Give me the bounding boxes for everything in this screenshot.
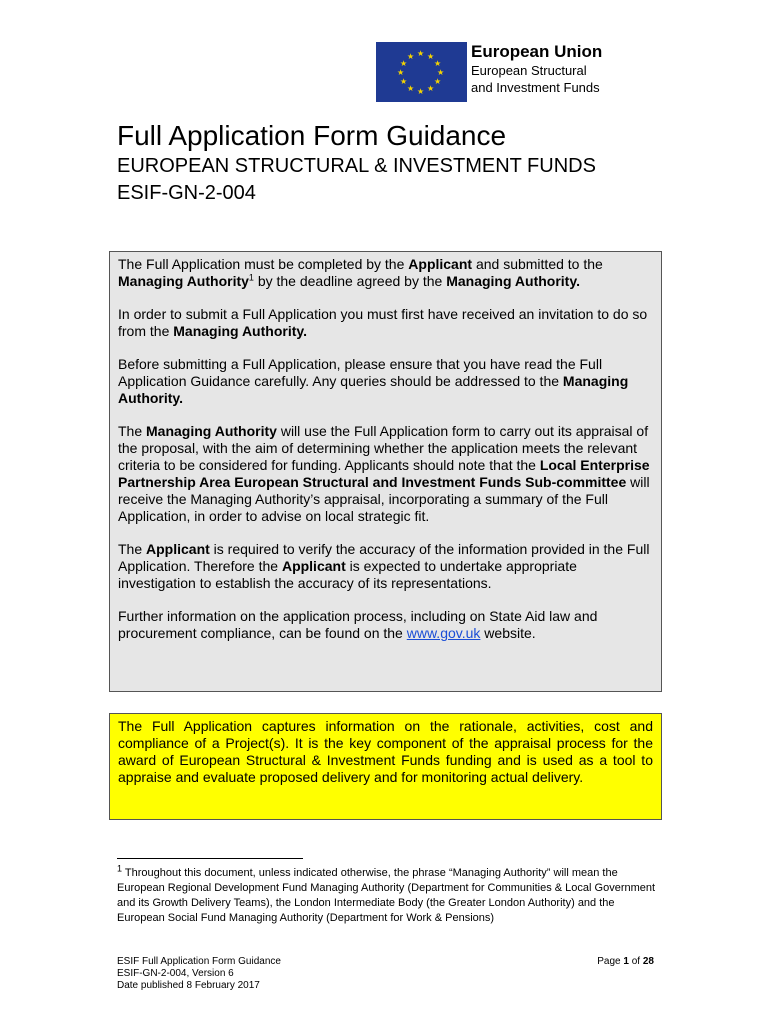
document-subtitle: EUROPEAN STRUCTURAL & INVESTMENT FUNDS <box>117 155 596 177</box>
highlight-text: The Full Application captures information on the rationale, activities, cost and compliance of a Project(s). It is the key component of the appraisal process for the award of European Structural & Investment Funds funding and is used as a tool to appraise and evaluate proposed delivery and for monitoring actual delivery. <box>118 718 653 785</box>
footer-document-info <box>117 956 281 992</box>
intro-paragraph-1: The Full Application must be completed by the Applicant and submitted to the Managing Authority$^1$ by the deadline agreed by the Managing Authority. <box>118 256 603 289</box>
intro-paragraph-4: The Managing Authority will use the Full Application form to carry out its appraisal of the proposal, with the aim of determining whether the application meets the relevant criteria to be considered for funding. Applicants should note that the Local Enterprise Partnership Area European Structural and Investment Funds Sub-committee will receive the Managing Authority’s appraisal, incorporating a summary of the Full Application, in order to advise on local strategic fit. <box>118 423 650 524</box>
eu-logo-line1: European Structural <box>471 63 587 78</box>
document-code: ESIF-GN-2-004 <box>117 182 256 204</box>
page-number: Page 1 of 28 <box>597 956 654 967</box>
document-title: Full Application Form Guidance <box>117 120 507 151</box>
footnote-reference: 1 <box>248 272 254 283</box>
footer-published: Date published 8 February 2017 <box>117 980 260 991</box>
document-heading <box>117 120 677 206</box>
eu-flag-icon: ★ ★ ★ ★ ★ ★ ★ ★ ★ ★ ★ ★ <box>376 42 467 102</box>
intro-paragraph-2: In order to submit a Full Application you must first have received an invitation to do so from the Managing Authority. <box>118 306 648 339</box>
intro-box <box>109 251 662 692</box>
intro-paragraph-3: Before submitting a Full Application, please ensure that you have read the Full Application Guidance carefully. Any queries should be addressed to the Managing Authority. <box>118 356 629 406</box>
highlight-box <box>109 713 662 820</box>
intro-paragraph-5: The Applicant is required to verify the accuracy of the information provided in the Full Application. Therefore the Applicant is expected to undertake appropriate investigation to establish the accuracy of its representations. <box>118 541 650 591</box>
gov-uk-link[interactable]: www.gov.uk <box>406 625 481 641</box>
footnote-text: Throughout this document, unless indicated otherwise, the phrase “Managing Authority” will mean the European Regional Development Fund Managing Authority (Department for Communities & Local Government and its Growth Delivery Teams), the London Intermediate Body (the Greater London Authority) and the European Social Fund Managing Authority (Department for Work & Pensions) <box>117 867 656 924</box>
footer-doc-title: ESIF Full Application Form Guidance <box>117 956 281 967</box>
eu-logo-title: European Union <box>471 42 603 61</box>
footnote-divider <box>117 858 303 859</box>
eu-logo-line2: and Investment Funds <box>471 80 600 95</box>
intro-paragraph-6: Further information on the application process, including on State Aid law and procurement compliance, can be found on the www.gov.uk website. <box>118 608 598 641</box>
footer-version: ESIF-GN-2-004, Version 6 <box>117 968 234 979</box>
footnote <box>117 863 662 926</box>
eu-logo <box>376 42 626 102</box>
footnote-marker: 1 <box>117 863 123 874</box>
